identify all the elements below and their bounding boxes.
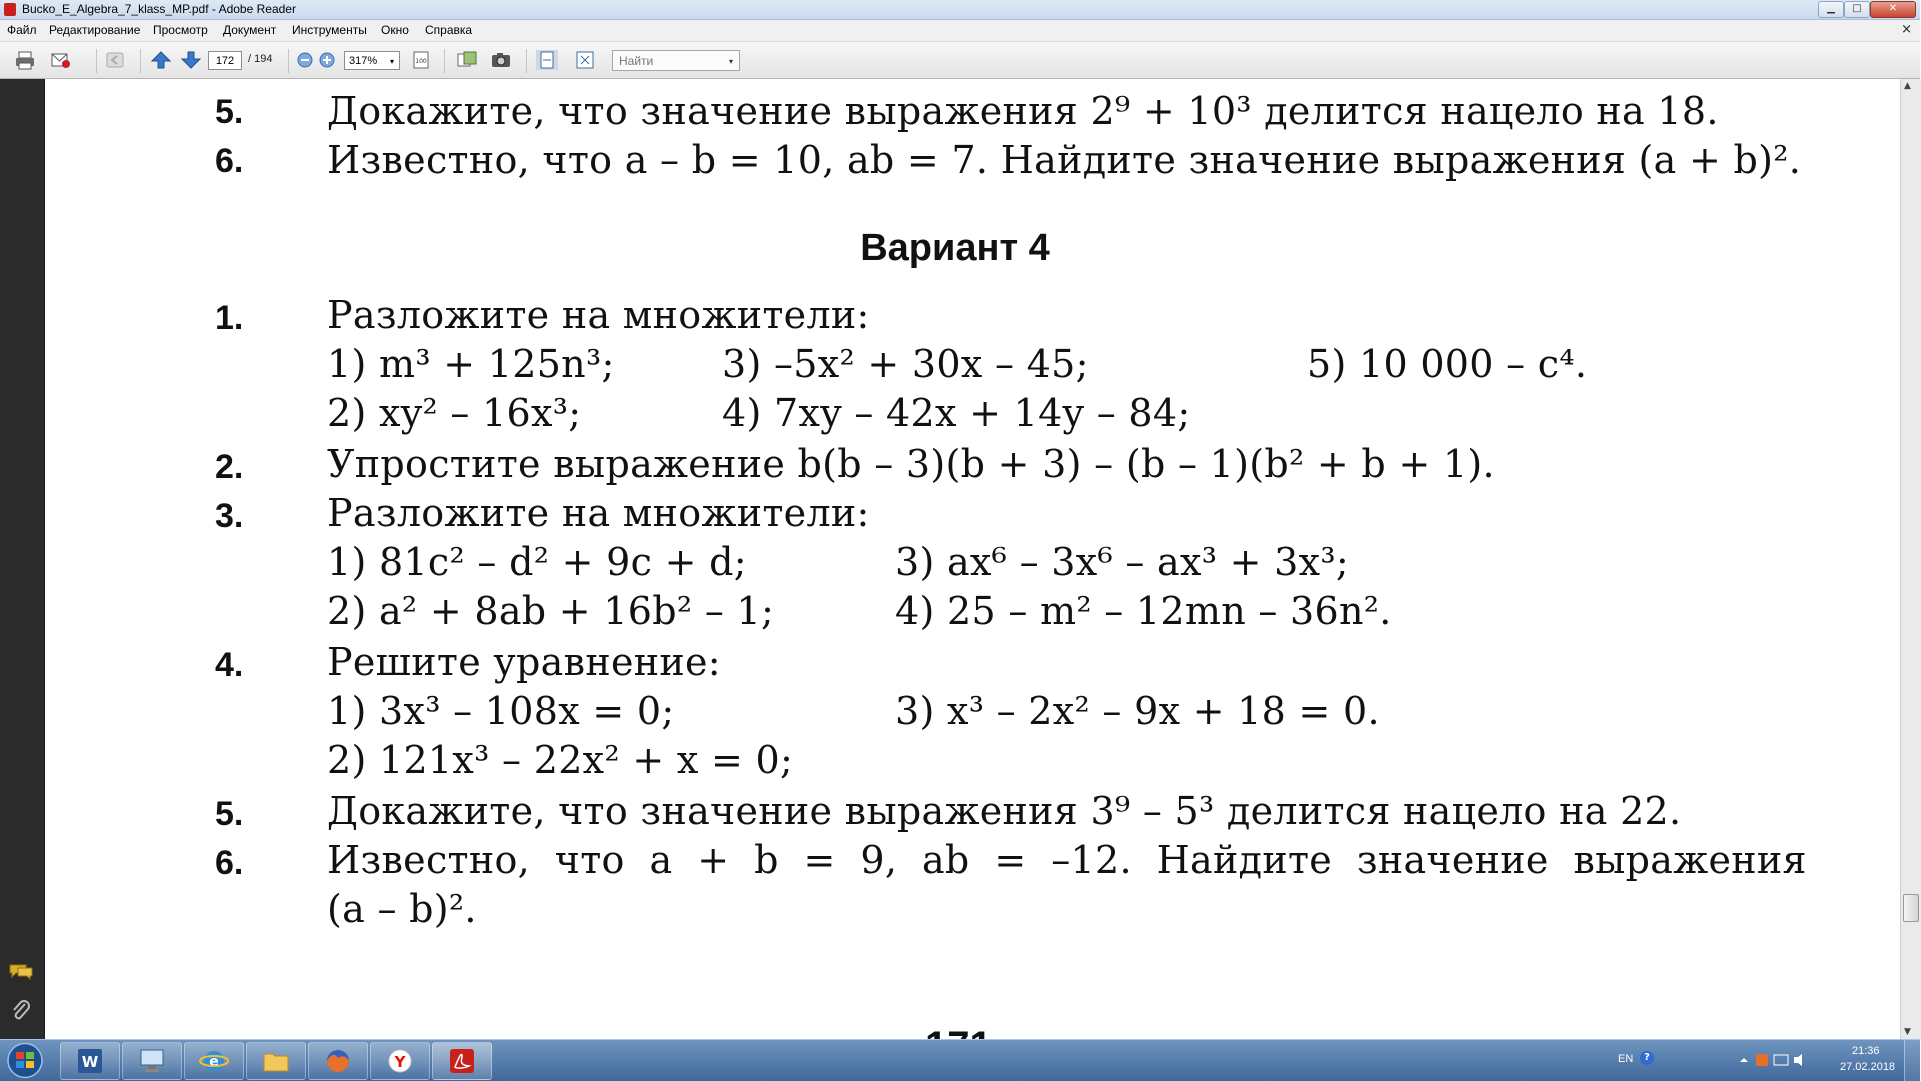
zoom-out-icon[interactable]: [294, 50, 316, 70]
yandex-icon[interactable]: [370, 1042, 430, 1080]
task-2-text: Упростите выражение b(b – 3)(b + 3) – (b – 1)(b² + b + 1).: [327, 442, 1495, 486]
menu-help[interactable]: Справка: [425, 23, 473, 37]
task-4-text: Решите уравнение:: [327, 640, 721, 684]
prev-item-5-number: 5.: [215, 93, 244, 131]
toolbar-separator: [444, 49, 445, 73]
internet-explorer-icon[interactable]: [184, 1042, 244, 1080]
help-icon[interactable]: ?: [1640, 1051, 1654, 1065]
svg-text:e: e: [209, 1054, 219, 1070]
actual-size-icon[interactable]: [410, 50, 432, 70]
back-icon[interactable]: [104, 50, 126, 70]
menu-document[interactable]: Документ: [223, 23, 277, 37]
computer-icon[interactable]: [122, 1042, 182, 1080]
scrollbar-thumb[interactable]: [1903, 894, 1919, 922]
clock-time[interactable]: 21:36: [1852, 1045, 1880, 1057]
page-number-input[interactable]: 172: [208, 51, 242, 70]
task-1-part-5: 5) 10 000 – c⁴.: [1307, 342, 1588, 386]
task-6-text: Известно, что a + b = 9, ab = –12. Найдите значение выражения: [327, 838, 1807, 882]
firefox-icon[interactable]: [308, 1042, 368, 1080]
task-3-part-4: 4) 25 – m² – 12mn – 36n².: [895, 589, 1392, 633]
svg-text:W: W: [81, 1053, 99, 1071]
window-title: Bucko_E_Algebra_7_klass_MP.pdf - Adobe Reader: [22, 2, 296, 16]
clock-date[interactable]: 27.02.2018: [1840, 1061, 1896, 1073]
fit-width-icon[interactable]: [574, 50, 596, 70]
menu-file[interactable]: Файл: [7, 23, 37, 37]
task-4-part-3: 3) x³ – 2x² – 9x + 18 = 0.: [895, 689, 1380, 733]
task-4-part-1: 1) 3x³ – 108x = 0;: [327, 689, 675, 733]
variant-heading: Вариант 4: [860, 227, 1050, 269]
task-6-text-continued: (a – b)².: [327, 887, 477, 931]
navigation-pane: [0, 79, 45, 1039]
task-4-number: 4.: [215, 646, 244, 684]
scroll-up-arrow-icon[interactable]: ▲: [1904, 81, 1911, 91]
menu-tools[interactable]: Инструменты: [292, 23, 367, 37]
menu-edit[interactable]: Редактирование: [49, 23, 141, 37]
menu-window[interactable]: Окно: [381, 23, 409, 37]
close-window-button[interactable]: ✕: [1870, 1, 1916, 18]
svg-text:100: 100: [415, 58, 427, 65]
windows-taskbar: [0, 1039, 1920, 1081]
task-1-part-1: 1) m³ + 125n³;: [327, 342, 615, 386]
fit-page-icon[interactable]: [536, 50, 558, 70]
task-1-part-3: 3) –5x² + 30x – 45;: [722, 342, 1089, 386]
title-bar: [0, 0, 1920, 20]
toolbar: [0, 42, 1920, 79]
task-6-number: 6.: [215, 844, 244, 882]
task-1-part-4: 4) 7xy – 42x + 14y – 84;: [722, 391, 1191, 435]
comment-icon[interactable]: [8, 963, 34, 981]
toolbar-separator: [96, 49, 97, 73]
menu-bar: [0, 20, 1920, 42]
task-1-number: 1.: [215, 299, 244, 337]
prev-item-6-text: Известно, что a – b = 10, ab = 7. Найдите значение выражения (a + b)².: [327, 138, 1802, 182]
zoom-level-field[interactable]: 317%: [344, 51, 400, 70]
svg-text:Y: Y: [394, 1053, 406, 1071]
minimize-button[interactable]: ▁: [1818, 1, 1844, 18]
prev-item-5-text: Докажите, что значение выражения 2⁹ + 10³ делится нацело на 18.: [327, 89, 1719, 133]
scroll-down-arrow-icon[interactable]: ▼: [1904, 1027, 1911, 1037]
find-dropdown-icon[interactable]: ▾: [729, 57, 734, 66]
prev-item-6-number: 6.: [215, 142, 244, 180]
task-4-part-2: 2) 121x³ – 22x² + x = 0;: [327, 738, 794, 782]
system-tray-icons[interactable]: [1736, 1050, 1814, 1070]
page-total-label: / 194: [248, 53, 273, 65]
language-indicator[interactable]: EN: [1618, 1053, 1634, 1065]
task-3-part-3: 3) ax⁶ – 3x⁶ – ax³ + 3x³;: [895, 540, 1350, 584]
task-3-part-2: 2) a² + 8ab + 16b² – 1;: [327, 589, 775, 633]
snapshot-icon[interactable]: [490, 50, 512, 70]
select-text-icon[interactable]: [456, 50, 478, 70]
adobe-reader-app-icon: [4, 3, 16, 16]
toolbar-separator: [288, 49, 289, 73]
document-viewport[interactable]: [45, 79, 1900, 1039]
next-page-icon[interactable]: [180, 50, 202, 70]
word-icon[interactable]: [60, 1042, 120, 1080]
task-3-number: 3.: [215, 497, 244, 535]
task-5-text: Докажите, что значение выражения 3⁹ – 5³ делится нацело на 22.: [327, 789, 1682, 833]
task-1-part-2: 2) xy² – 16x³;: [327, 391, 582, 435]
vertical-scrollbar[interactable]: [1900, 79, 1921, 1039]
acrobat-icon[interactable]: [432, 1042, 492, 1080]
attachment-icon[interactable]: [10, 999, 32, 1023]
task-5-number: 5.: [215, 795, 244, 833]
task-3-part-1: 1) 81c² – d² + 9c + d;: [327, 540, 747, 584]
menu-view[interactable]: Просмотр: [153, 23, 208, 37]
show-desktop-button[interactable]: [1904, 1040, 1921, 1081]
print-icon[interactable]: [14, 50, 36, 70]
toolbar-separator: [140, 49, 141, 73]
email-icon[interactable]: [50, 50, 72, 70]
task-2-number: 2.: [215, 448, 244, 486]
folder-icon[interactable]: [246, 1042, 306, 1080]
task-1-text: Разложите на множители:: [327, 293, 870, 337]
pdf-page: [45, 79, 1900, 1039]
prev-page-icon[interactable]: [150, 50, 172, 70]
start-button[interactable]: [2, 1041, 48, 1080]
zoom-dropdown-icon[interactable]: ▾: [390, 57, 395, 66]
maximize-button[interactable]: □: [1844, 1, 1870, 18]
find-input[interactable]: Найти: [612, 50, 740, 71]
task-3-text: Разложите на множители:: [327, 491, 870, 535]
zoom-in-icon[interactable]: [316, 50, 338, 70]
close-document-button[interactable]: ×: [1901, 22, 1912, 37]
toolbar-separator: [526, 49, 527, 73]
